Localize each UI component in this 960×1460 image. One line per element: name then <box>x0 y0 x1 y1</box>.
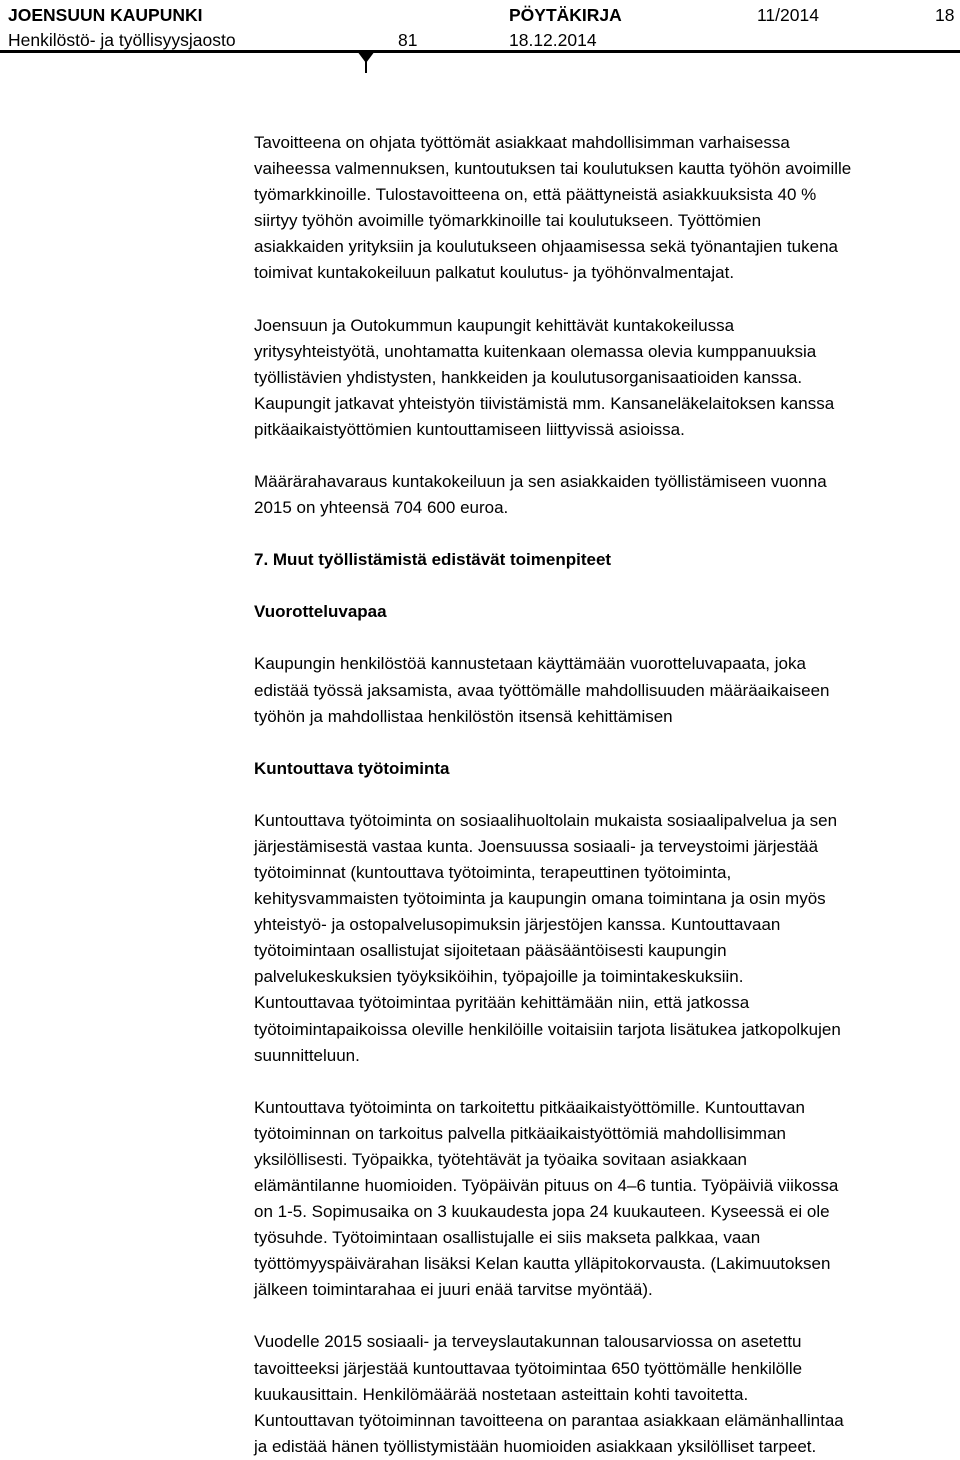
document-type: PÖYTÄKIRJA <box>509 5 622 25</box>
city-name: JOENSUUN KAUPUNKI <box>8 5 203 25</box>
issue-number: 11/2014 <box>757 5 819 25</box>
committee-name: Henkilöstö- ja työllisyysjaosto <box>8 30 236 50</box>
paragraph-vuorotteluvapaa: Kaupungin henkilöstöä kannustetaan käyttämään vuorotteluvapaata, joka edistää työssä jaksamista, avaa työttömälle mahdollisuuden määräaikaiseen työhön ja mahdollistaa henkilöstön itsensä kehittämisen <box>254 654 830 726</box>
subheading-kuntouttava: Kuntouttava työtoiminta <box>254 758 450 778</box>
paragraph-kuntouttava-2: Kuntouttava työtoiminta on tarkoitettu pitkäaikaistyöttömille. Kuntouttavan työtoiminnan on tarkoitus palvella pitkäaikaistyöttömiä mahdollisimman yksilöllisesti. Työpaikka, työtehtävät ja työaika sovitaan asiakkaan elämäntilanne huomioiden. Työpäivän pituus on 4–6 tuntia. Työpäiviä viikossa on 1-5. Sopimusaika on 3 kuukaudesta jopa 24 kuukauteen. Kyseessä ei ole työsuhde. Työtoimintaan osallistujalle ei siis makseta palkkaa, vaan työttömyyspäivärahan lisäksi Kelan kautta ylläpitokorvausta. (Lakimuutoksen jälkeen toimintarahaa ei juuri enää tarvitse myöntää). <box>254 1097 839 1300</box>
section-heading: 7. Muut työllistämistä edistävät toimenpiteet <box>254 550 612 570</box>
paragraph-kuntouttava-1: Kuntouttava työtoiminta on sosiaalihuoltolain mukaista sosiaalipalvelua ja sen järjestämisestä vastaa kunta. Joensuussa sosiaali- ja terveystoimi järjestää työtoiminnat (kuntouttava työtoiminta, terapeuttinen työtoiminta, kehitysvammaisten työtoiminta ja kaupungin omana toimintana ja osin myös yhteistyö- ja ostopalvelusopimuksin järjestöjen kanssa. Kuntouttavaan työtoimintaan osallistujat sijoitetaan pääsääntöisesti kaupungin palvelukeskuksien työyksiköihin, työpajoille ja toimintakeskuksiin. Kuntouttavaa työtoimintaa pyritään kehittämään niin, että jatkossa työtoimintapaikoissa oleville henkilöille voitaisiin tarjota lisätukea jatkopolkujen suunnitteluun. <box>254 810 841 1065</box>
section-number: 81 <box>398 30 418 50</box>
document-body <box>254 130 960 1460</box>
meeting-date: 18.12.2014 <box>509 30 597 50</box>
section-sign-icon <box>357 51 375 73</box>
header-rule <box>0 50 960 53</box>
paragraph-budget: Määrärahavaraus kuntakokeiluun ja sen asiakkaiden työllistämiseen vuonna 2015 on yhteensä 704 600 euroa. <box>254 472 827 518</box>
subheading-vuorotteluvapaa: Vuorotteluvapaa <box>254 602 387 622</box>
paragraph-goals: Tavoitteena on ohjata työttömät asiakkaat mahdollisimman varhaisessa vaiheessa valmennuksen, kuntoutuksen tai koulutuksen kautta työhön avoimille työmarkkinoille. Tulostavoitteena on, että päättyneistä asiakkuuksista 40 % siirtyy työhön avoimille työmarkkinoille tai koulutukseen. Työttömien asiakkaiden yrityksiin ja koulutukseen ohjaamisessa sekä työnantajien tukena toimivat kuntakokeiluun palkatut koulutus- ja työhönvalmentajat. <box>254 133 852 283</box>
paragraph-cooperation: Joensuun ja Outokummun kaupungit kehittävät kuntakokeilussa yritysyhteistyötä, unohtamatta kuitenkaan olemassa olevia kumppanuuksia työllistävien yhdistysten, hankkeiden ja koulutusorganisaatioiden kanssa. Kaupungit jatkavat yhteistyön tiivistämistä mm. Kansaneläkelaitoksen kanssa pitkäaikaistyöttömien kuntouttamiseen liittyvissä asioissa. <box>254 315 835 439</box>
paragraph-target-2015: Vuodelle 2015 sosiaali- ja terveyslautakunnan talousarviossa on asetettu tavoitteeksi järjestää kuntouttavaa työtoimintaa 650 työttömälle henkilölle kuukausittain. Henkilömäärää nostetaan asteittain kohti tavoitetta. Kuntouttavan työtoiminnan tavoitteena on parantaa asiakkaan elämänhallintaa ja edistää hänen työllistymistään huomioiden asiakkaan yksilölliset tarpeet. <box>254 1332 844 1456</box>
page-number: 18 <box>935 5 955 25</box>
